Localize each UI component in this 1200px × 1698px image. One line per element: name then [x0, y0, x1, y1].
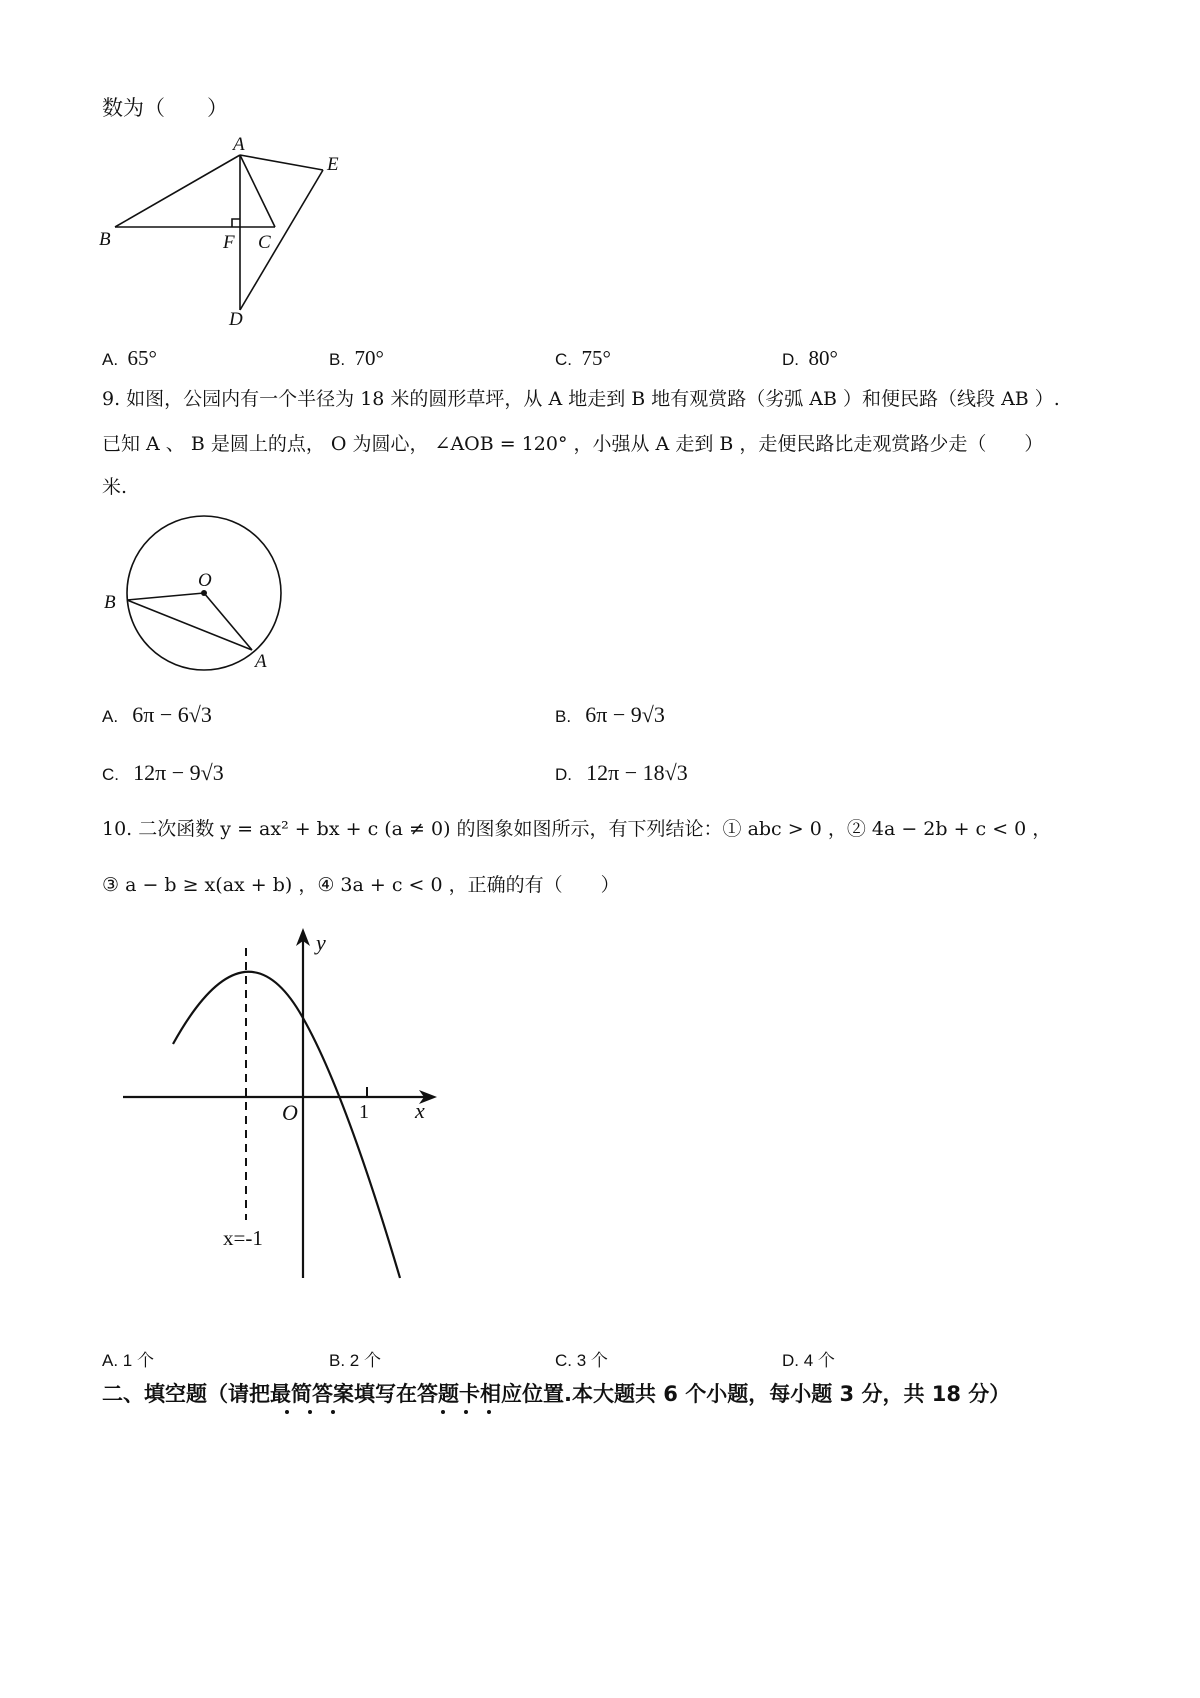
q8-label-f: F	[223, 232, 235, 253]
q10-line-2: ③ a − b ≥ x(ax + b) ，④ 3a + c < 0 ，正确的有（ ）	[102, 874, 620, 896]
q9-figure	[100, 510, 290, 680]
section-2-title: 二、填空题（请把最简答案填写在答题卡相应位置.本大题共 6 个小题，每小题 3 分，共 18 分）	[102, 1382, 1011, 1406]
q8-figure	[95, 130, 355, 330]
q9-option-d	[555, 760, 688, 786]
option-text: 1 个	[122, 1351, 154, 1370]
emphasis-dot	[285, 1410, 289, 1414]
q10-line-1: 10. 二次函数 y = ax² + bx + c (a ≠ 0) 的图象如图所示，有下列结论：① abc > 0 ，② 4a − 2b + c < 0 ，	[102, 818, 1052, 840]
emphasis-dot	[331, 1410, 335, 1414]
emphasis-dot	[308, 1410, 312, 1414]
option-letter: D.	[782, 1351, 799, 1370]
q10-label-o: O	[282, 1100, 298, 1125]
emphasis-dot	[441, 1410, 445, 1414]
option-letter: C.	[102, 765, 119, 784]
emphasis-dot	[487, 1410, 491, 1414]
option-text: 70°	[354, 346, 384, 370]
q10-label-x: x	[415, 1098, 425, 1123]
option-letter: C.	[555, 350, 572, 369]
q8-option-a	[102, 346, 157, 371]
q8-label-b: B	[99, 229, 111, 250]
option-text: 12π − 9√3	[133, 760, 224, 785]
option-letter: D.	[555, 765, 572, 784]
q8-label-d: D	[229, 309, 243, 330]
q10-option-d	[782, 1346, 835, 1371]
option-text: 4 个	[803, 1351, 835, 1370]
q8-stem-tail: 数为（ ）	[102, 96, 228, 120]
option-text: 65°	[127, 346, 157, 370]
option-letter: B.	[329, 350, 346, 369]
q10-option-a	[102, 1346, 154, 1371]
q9-line-1: 9. 如图，公园内有一个半径为 18 米的圆形草坪，从 A 地走到 B 地有观赏路（劣弧 AB ）和便民路（线段 AB ）.	[102, 388, 1060, 410]
option-text: 6π − 6√3	[132, 702, 212, 727]
option-text: 12π − 18√3	[586, 760, 688, 785]
emphasis-dot	[464, 1410, 468, 1414]
option-text: 75°	[581, 346, 611, 370]
option-letter: B.	[555, 707, 572, 726]
q8-option-c	[555, 346, 611, 371]
q10-figure	[115, 920, 445, 1290]
q10-label-one: 1	[359, 1101, 369, 1123]
q8-label-c: C	[258, 232, 271, 253]
q10-label-y: y	[316, 930, 326, 955]
q9-label-a: A	[255, 651, 267, 672]
q9-option-a	[102, 702, 212, 728]
q9-line-2: 已知 A 、 B 是圆上的点， O 为圆心， ∠AOB = 120° ，小强从 A 走到 B ，走便民路比走观赏路少走（ ）	[102, 433, 1044, 455]
option-letter: C.	[555, 1351, 572, 1370]
q9-option-b	[555, 702, 665, 728]
q9-label-b: B	[104, 592, 116, 613]
q8-option-b	[329, 346, 384, 371]
option-text: 6π − 9√3	[585, 702, 665, 727]
option-letter: A.	[102, 350, 119, 369]
q10-option-c	[555, 1346, 608, 1371]
option-letter: D.	[782, 350, 799, 369]
q9-label-o: O	[198, 570, 212, 591]
q8-label-e: E	[327, 154, 339, 175]
q10-option-b	[329, 1346, 381, 1371]
option-letter: A.	[102, 1351, 119, 1370]
option-text: 3 个	[576, 1351, 608, 1370]
option-letter: A.	[102, 707, 119, 726]
q8-label-a: A	[233, 134, 245, 155]
option-text: 80°	[808, 346, 838, 370]
q10-label-symmetry-axis: x=-1	[223, 1226, 263, 1250]
q8-option-d	[782, 346, 838, 371]
q9-option-c	[102, 760, 224, 786]
option-letter: B.	[329, 1351, 346, 1370]
q9-line-3: 米.	[102, 476, 128, 498]
option-text: 2 个	[349, 1351, 381, 1370]
